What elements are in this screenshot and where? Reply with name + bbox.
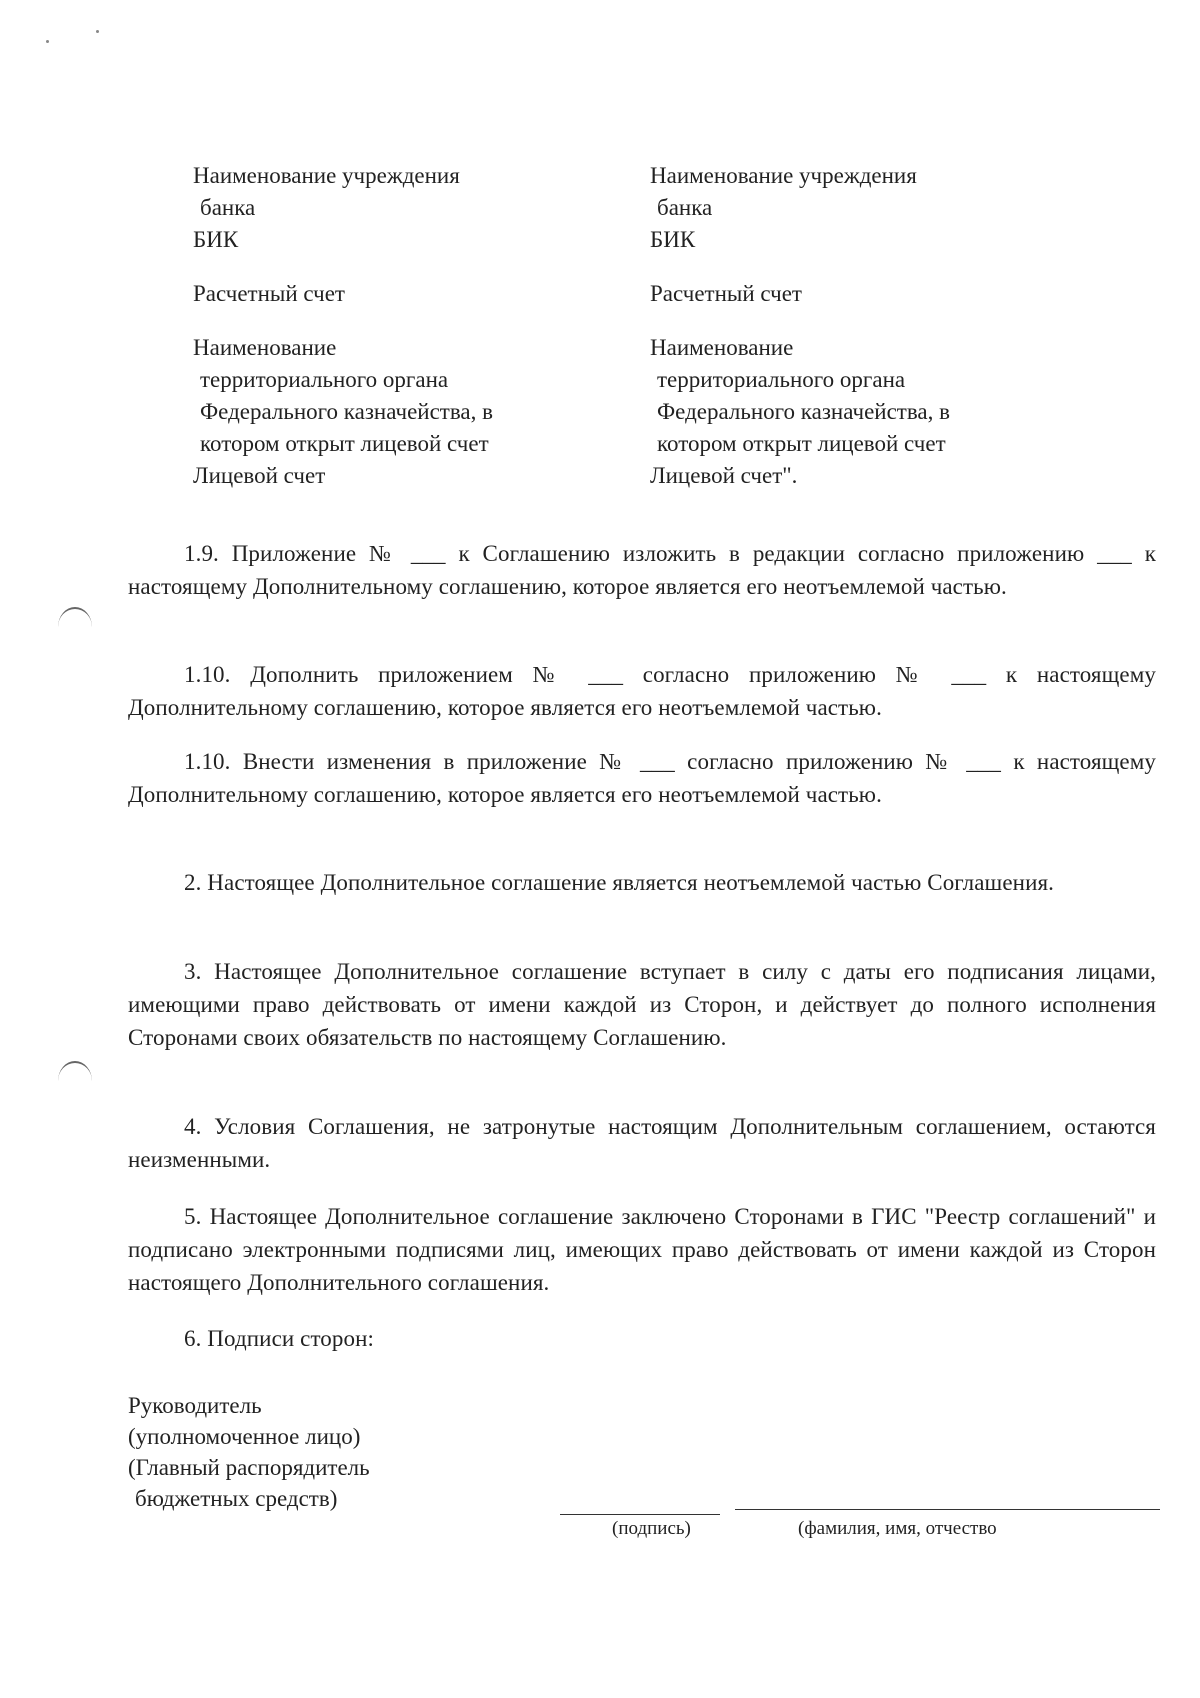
full-name-line [735,1509,1160,1510]
binder-hole-mark [58,1061,92,1081]
paragraph-1-10-change: 1.10. Внести изменения в приложение № ___ согласно приложению № ___ к настоящему Дополнительному соглашению, которое является его неотъемлемой частью. [128,749,1156,807]
treasury-label: Наименование [193,335,337,360]
requisites-left-column [193,160,613,492]
bank-name-label: Наименование учреждения [650,163,917,188]
signature-line [560,1514,720,1515]
role-line: бюджетных средств) [135,1486,338,1511]
full-name-caption: (фамилия, имя, отчество [798,1518,997,1539]
treasury-label: Наименование [650,335,794,360]
treasury-label-cont: Федерального казначейства, в [200,399,493,424]
signatory-role [128,1390,370,1514]
requisites-right-column [650,160,1070,492]
account-label: Расчетный счет [650,281,802,306]
paragraph-3: 3. Настоящее Дополнительное соглашение вступает в силу с даты его подписания лицами, имеющими право действовать от имени каждой из Сторон, и действует до полного исполнения Сторонами своих обязательств по настоящему Соглашению. [128,959,1156,1050]
treasury-label-cont: территориального органа [200,367,449,392]
role-line: Руководитель [128,1393,262,1418]
scan-speck [96,30,99,33]
personal-account-label: Лицевой счет". [650,463,798,488]
signature-caption: (подпись) [612,1518,691,1539]
bik-label: БИК [193,227,239,252]
bank-name-label-cont: банка [200,195,256,220]
scan-speck [46,40,49,43]
treasury-label-cont: Федерального казначейства, в [657,399,950,424]
paragraph-2: 2. Настоящее Дополнительное соглашение является неотъемлемой частью Соглашения. [184,870,1055,895]
personal-account-label: Лицевой счет [193,463,326,488]
paragraph-1-9: 1.9. Приложение № ___ к Соглашению изложить в редакции согласно приложению ___ к настоящему Дополнительному соглашению, которое является его неотъемлемой частью. [128,541,1156,599]
paragraph-4: 4. Условия Соглашения, не затронутые настоящим Дополнительным соглашением, остаются неизменными. [128,1114,1156,1172]
bik-label: БИК [650,227,696,252]
paragraph-5: 5. Настоящее Дополнительное соглашение заключено Сторонами в ГИС "Реестр соглашений" и подписано электронными подписями лиц, имеющих право действовать от имени каждой из Сторон настоящего Дополнительного соглашения. [128,1204,1156,1295]
treasury-label-cont: котором открыт лицевой счет [657,431,946,456]
treasury-label-cont: территориального органа [657,367,906,392]
treasury-label-cont: котором открыт лицевой счет [200,431,489,456]
paragraph-6: 6. Подписи сторон: [184,1326,374,1351]
paragraph-1-10-add: 1.10. Дополнить приложением № ___ согласно приложению № ___ к настоящему Дополнительному соглашению, которое является его неотъемлемой частью. [128,662,1156,720]
bank-name-label: Наименование учреждения [193,163,460,188]
account-label: Расчетный счет [193,281,345,306]
binder-hole-mark [58,607,92,627]
bank-name-label-cont: банка [657,195,713,220]
role-line: (Главный распорядитель [128,1455,370,1480]
role-line: (уполномоченное лицо) [128,1424,361,1449]
